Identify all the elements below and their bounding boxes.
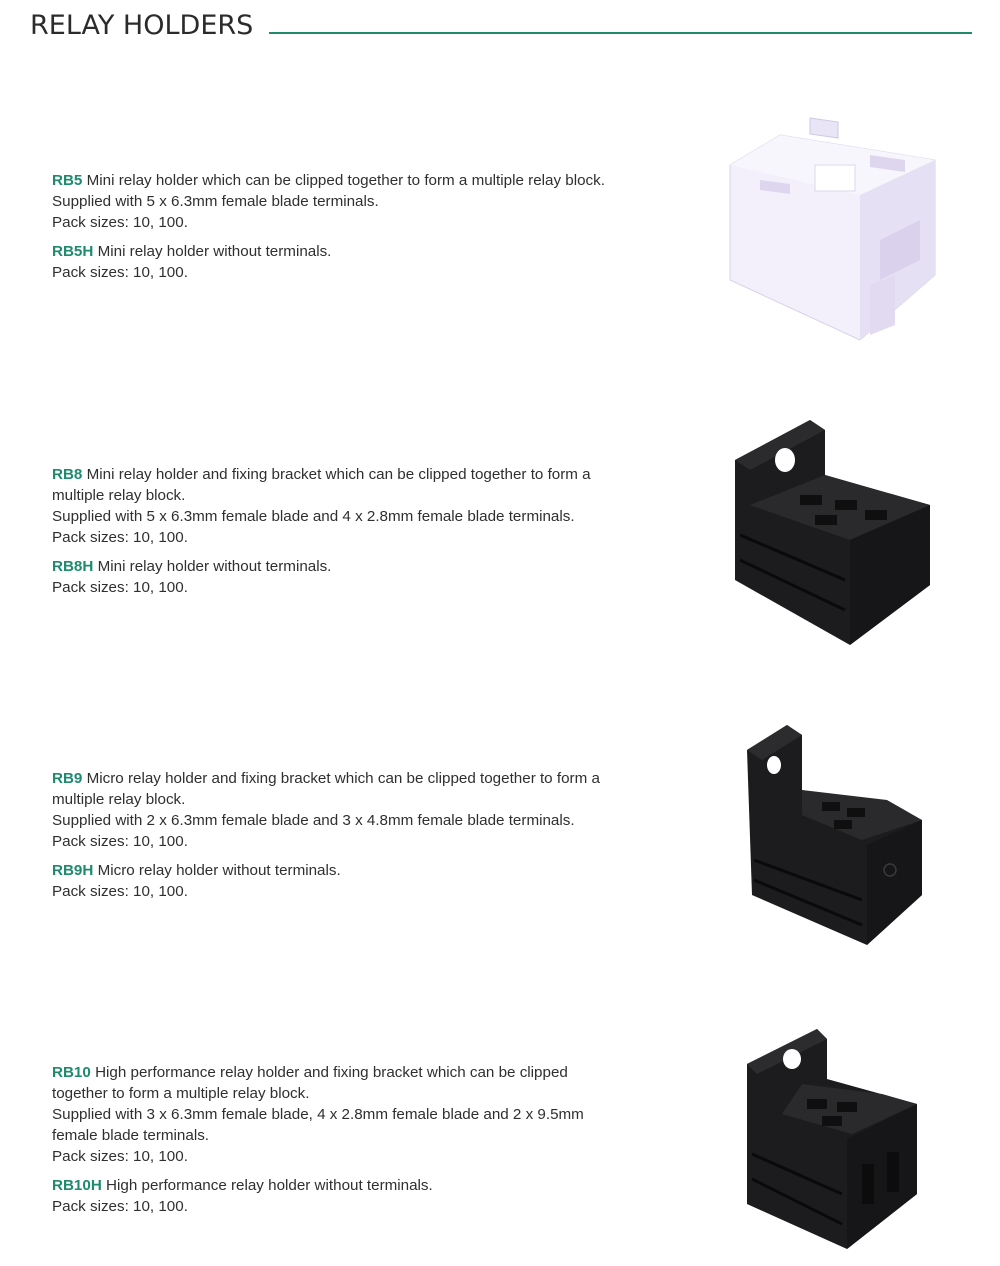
product-code: RB10 xyxy=(52,1064,91,1081)
description-line: multiple relay block. xyxy=(52,791,186,808)
product-image-rb10 xyxy=(742,1024,922,1254)
product-entry xyxy=(52,556,692,598)
product-code: RB5 xyxy=(52,172,83,189)
description-line: Mini relay holder which can be clipped together to form a multiple relay block. xyxy=(86,172,605,189)
product-code: RB5H xyxy=(52,243,94,260)
description-line: Micro relay holder without terminals. xyxy=(97,862,341,879)
product-entry xyxy=(52,768,692,852)
pack-sizes: Pack sizes: 10, 100. xyxy=(52,264,188,281)
product-rb10 xyxy=(52,1062,692,1217)
product-image-rb5 xyxy=(720,110,950,345)
description-line: Supplied with 2 x 6.3mm female blade and 3 x 4.8mm female blade terminals. xyxy=(52,812,575,829)
description-line: Supplied with 5 x 6.3mm female blade terminals. xyxy=(52,193,379,210)
page-title: RELAY HOLDERS xyxy=(30,10,254,41)
product-rb8 xyxy=(52,464,692,598)
product-entry xyxy=(52,860,692,902)
product-code: RB10H xyxy=(52,1177,102,1194)
description-line: female blade terminals. xyxy=(52,1127,210,1144)
product-entry xyxy=(52,464,692,548)
description-line: multiple relay block. xyxy=(52,487,186,504)
product-entry xyxy=(52,1175,692,1217)
pack-sizes: Pack sizes: 10, 100. xyxy=(52,579,188,596)
product-code: RB9H xyxy=(52,862,94,879)
pack-sizes: Pack sizes: 10, 100. xyxy=(52,883,188,900)
description-line: High performance relay holder without terminals. xyxy=(106,1177,433,1194)
product-entry xyxy=(52,241,692,283)
product-code: RB8H xyxy=(52,558,94,575)
description-line: together to form a multiple relay block. xyxy=(52,1085,310,1102)
pack-sizes: Pack sizes: 10, 100. xyxy=(52,214,188,231)
product-entry xyxy=(52,170,692,233)
description-line: Mini relay holder without terminals. xyxy=(97,558,332,575)
product-image-rb9 xyxy=(742,720,927,950)
description-line: Mini relay holder without terminals. xyxy=(97,243,332,260)
description-line: Supplied with 5 x 6.3mm female blade and 4 x 2.8mm female blade terminals. xyxy=(52,508,575,525)
title-rule xyxy=(269,32,972,34)
product-entry xyxy=(52,1062,692,1167)
description-line: High performance relay holder and fixing bracket which can be clipped xyxy=(95,1064,568,1081)
product-image-rb8 xyxy=(730,415,940,647)
description-line: Micro relay holder and fixing bracket which can be clipped together to form a xyxy=(86,770,600,787)
pack-sizes: Pack sizes: 10, 100. xyxy=(52,529,188,546)
product-rb9 xyxy=(52,768,692,902)
description-line: Mini relay holder and fixing bracket which can be clipped together to form a xyxy=(86,466,591,483)
product-code: RB9 xyxy=(52,770,83,787)
pack-sizes: Pack sizes: 10, 100. xyxy=(52,833,188,850)
pack-sizes: Pack sizes: 10, 100. xyxy=(52,1148,188,1165)
page-header xyxy=(30,4,972,44)
pack-sizes: Pack sizes: 10, 100. xyxy=(52,1198,188,1215)
description-line: Supplied with 3 x 6.3mm female blade, 4 x 2.8mm female blade and 2 x 9.5mm xyxy=(52,1106,584,1123)
product-rb5 xyxy=(52,170,692,283)
product-code: RB8 xyxy=(52,466,83,483)
